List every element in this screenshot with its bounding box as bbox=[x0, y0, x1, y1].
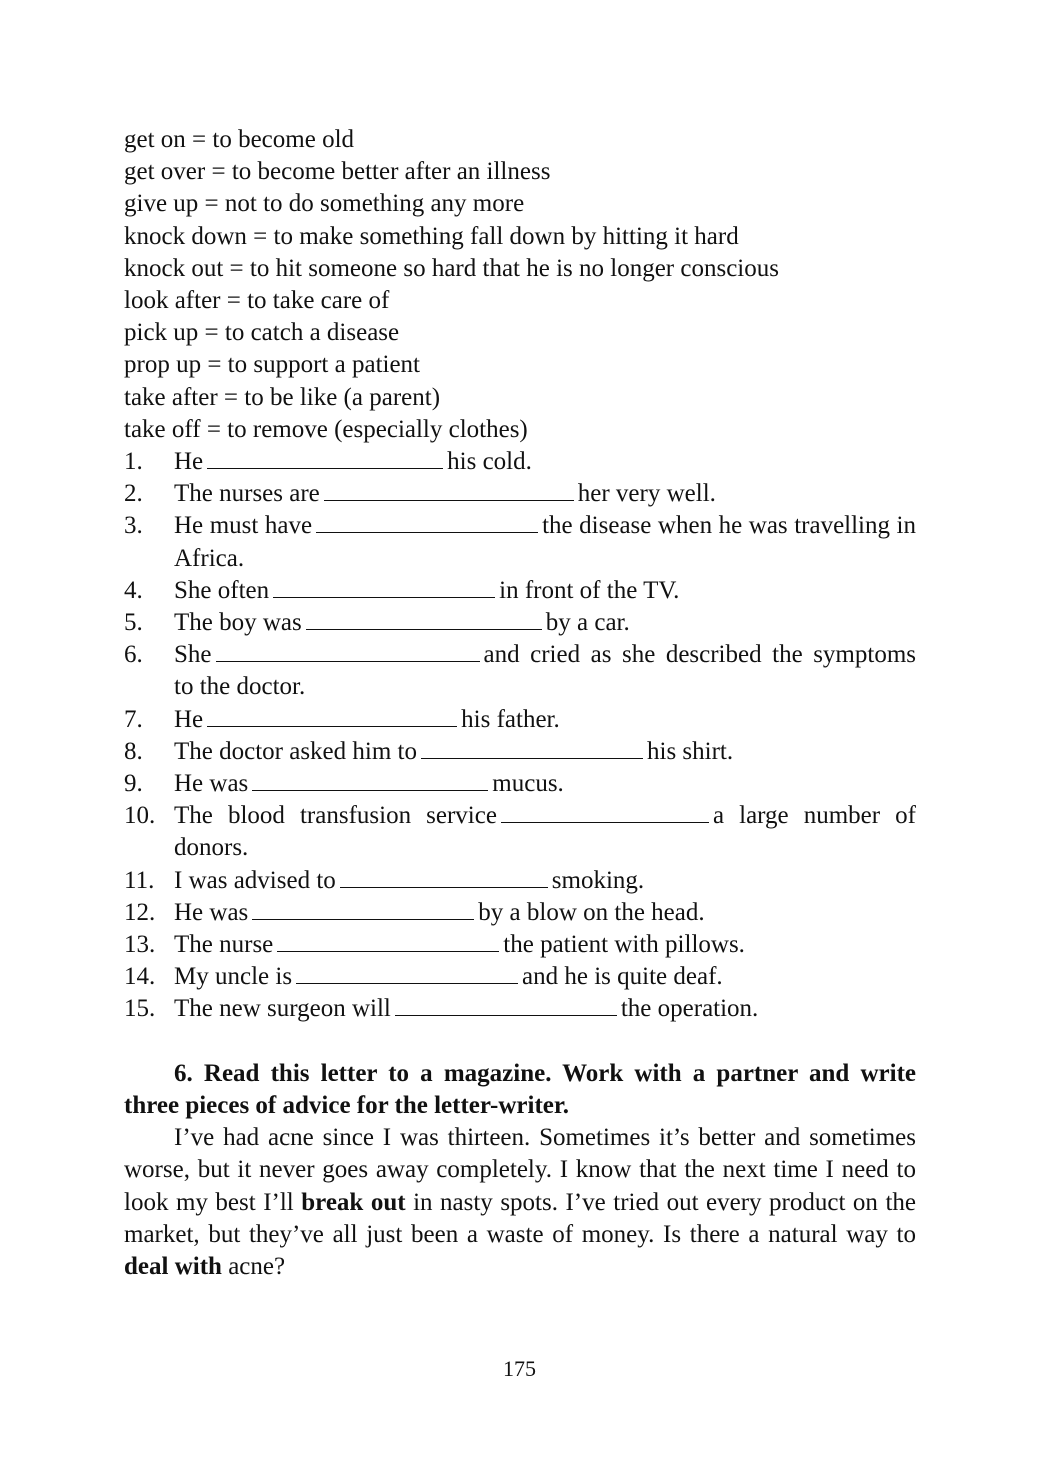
exercise-sentence bbox=[174, 736, 916, 768]
exercise-number: 4. bbox=[124, 576, 143, 604]
exercise-sentence bbox=[174, 768, 916, 800]
exercise-item bbox=[124, 704, 916, 736]
sentence-end: in front of the TV. bbox=[499, 576, 680, 604]
sentence-start: My uncle is bbox=[174, 963, 293, 991]
answer-blank bbox=[252, 898, 474, 920]
answer-blank bbox=[277, 930, 499, 952]
exercise-number: 3. bbox=[124, 512, 143, 540]
answer-blank bbox=[306, 608, 542, 630]
definition-give-up: give up = not to do something any more bbox=[124, 190, 525, 218]
sentence-end: the disease when he was travelling in Africa. bbox=[174, 512, 917, 572]
sentence-start: The new surgeon will bbox=[174, 995, 391, 1023]
exercise-sentence bbox=[174, 704, 916, 736]
sentence-end: mucus. bbox=[492, 770, 564, 798]
definition-look-after: look after = to take care of bbox=[124, 287, 390, 315]
exercise-item bbox=[124, 478, 916, 510]
sentence-start: The blood transfusion service bbox=[174, 802, 497, 830]
exercise-item bbox=[124, 993, 916, 1025]
definition-prop-up: prop up = to support a patient bbox=[124, 351, 420, 379]
exercise-sentence bbox=[174, 510, 916, 574]
exercise-item bbox=[124, 639, 916, 703]
page-number: 175 bbox=[503, 1356, 536, 1381]
answer-blank bbox=[340, 866, 548, 888]
answer-blank bbox=[316, 511, 538, 533]
answer-blank bbox=[501, 801, 709, 823]
exercise-number: 5. bbox=[124, 609, 143, 637]
exercise-sentence bbox=[174, 800, 916, 864]
sentence-start: He bbox=[174, 448, 204, 476]
exercise-sentence bbox=[174, 993, 916, 1025]
exercise-item bbox=[124, 865, 916, 897]
definition-get-over: get over = to become better after an illness bbox=[124, 158, 551, 186]
sentence-end: a large number of donors. bbox=[174, 802, 916, 862]
answer-blank bbox=[324, 479, 574, 501]
exercise-number: 15. bbox=[124, 995, 156, 1023]
sentence-end: by a car. bbox=[545, 609, 630, 637]
letter-part: acne? bbox=[221, 1252, 286, 1280]
answer-blank bbox=[421, 737, 643, 759]
exercise-sentence bbox=[174, 897, 916, 929]
sentence-start: He was bbox=[174, 770, 249, 798]
sentence-start: He must have bbox=[174, 512, 313, 540]
definition-knock-down: knock down = to make something fall down by hitting it hard bbox=[124, 222, 739, 250]
sentence-end: his father. bbox=[461, 705, 560, 733]
sentence-start: She often bbox=[174, 576, 270, 604]
answer-blank bbox=[252, 769, 488, 791]
exercise-item bbox=[124, 510, 916, 574]
exercise-list bbox=[124, 446, 916, 1026]
exercise-number: 1. bbox=[124, 448, 143, 476]
exercise-number: 11. bbox=[124, 866, 155, 894]
sentence-end: and he is quite deaf. bbox=[522, 963, 723, 991]
answer-blank bbox=[216, 640, 480, 662]
definitions-list bbox=[124, 124, 916, 446]
exercise-sentence bbox=[174, 865, 916, 897]
exercise-number: 13. bbox=[124, 931, 156, 959]
sentence-start: I was advised to bbox=[174, 866, 336, 894]
letter-part: in nasty spots. I’ve tried out every product on the market, but they’ve all just been a waste of money. Is there a natural way to bbox=[124, 1188, 916, 1248]
sentence-start: The nurses are bbox=[174, 480, 320, 508]
sentence-start: The boy was bbox=[174, 609, 302, 637]
exercise-sentence bbox=[174, 961, 916, 993]
letter-phrasal-verb: break out bbox=[301, 1188, 406, 1216]
exercise-number: 2. bbox=[124, 480, 143, 508]
task-heading: 6. Read this letter to a magazine. Work with a partner and write three pieces of advice for the letter-writer. bbox=[124, 1059, 916, 1119]
exercise-item bbox=[124, 897, 916, 929]
answer-blank bbox=[207, 705, 457, 727]
exercise-number: 9. bbox=[124, 770, 143, 798]
sentence-start: He bbox=[174, 705, 204, 733]
answer-blank bbox=[273, 576, 495, 598]
exercise-item bbox=[124, 446, 916, 478]
definition-take-off: take off = to remove (especially clothes) bbox=[124, 415, 528, 443]
exercise-item bbox=[124, 800, 916, 864]
answer-blank bbox=[395, 994, 617, 1016]
exercise-number: 14. bbox=[124, 963, 156, 991]
definition-pick-up: pick up = to catch a disease bbox=[124, 319, 400, 347]
exercise-item bbox=[124, 575, 916, 607]
exercise-number: 10. bbox=[124, 802, 156, 830]
sentence-end: and cried as she described the symptoms to the doctor. bbox=[174, 641, 916, 701]
exercise-item bbox=[124, 768, 916, 800]
letter-phrasal-verb: deal with bbox=[124, 1252, 222, 1280]
exercise-item bbox=[124, 929, 916, 961]
letter-part: I’ve had acne since I was thirteen. Sometimes it’s better and sometimes worse, but it never goes away completely. I know that the next time I need to look my best I’ll bbox=[124, 1124, 916, 1216]
exercise-sentence bbox=[174, 607, 916, 639]
exercise-sentence bbox=[174, 639, 916, 703]
definition-get-on: get on = to become old bbox=[124, 126, 355, 153]
sentence-start: He was bbox=[174, 898, 249, 926]
exercise-item bbox=[124, 736, 916, 768]
sentence-start: She bbox=[174, 641, 212, 669]
sentence-start: The doctor asked him to bbox=[174, 737, 417, 765]
exercise-number: 7. bbox=[124, 705, 143, 733]
definition-take-after: take after = to be like (a parent) bbox=[124, 383, 441, 411]
sentence-end: smoking. bbox=[551, 866, 645, 894]
exercise-number: 8. bbox=[124, 737, 143, 765]
exercise-number: 6. bbox=[124, 641, 143, 669]
exercise-sentence bbox=[174, 575, 916, 607]
exercise-sentence bbox=[174, 478, 916, 510]
page-content bbox=[124, 124, 916, 1283]
definition-knock-out: knock out = to hit someone so hard that he is no longer conscious bbox=[124, 254, 779, 282]
exercise-sentence bbox=[174, 446, 916, 478]
sentence-end: the operation. bbox=[620, 995, 759, 1023]
sentence-end: her very well. bbox=[577, 480, 716, 508]
letter-text bbox=[124, 1122, 916, 1283]
sentence-end: by a blow on the head. bbox=[478, 898, 705, 926]
sentence-end: his shirt. bbox=[647, 737, 734, 765]
sentence-start: The nurse bbox=[174, 931, 274, 959]
sentence-end: the patient with pillows. bbox=[503, 931, 745, 959]
exercise-number: 12. bbox=[124, 898, 156, 926]
exercise-item bbox=[124, 961, 916, 993]
sentence-end: his cold. bbox=[447, 448, 532, 476]
answer-blank bbox=[207, 447, 443, 469]
exercise-item bbox=[124, 607, 916, 639]
exercise-sentence bbox=[174, 929, 916, 961]
answer-blank bbox=[296, 962, 518, 984]
